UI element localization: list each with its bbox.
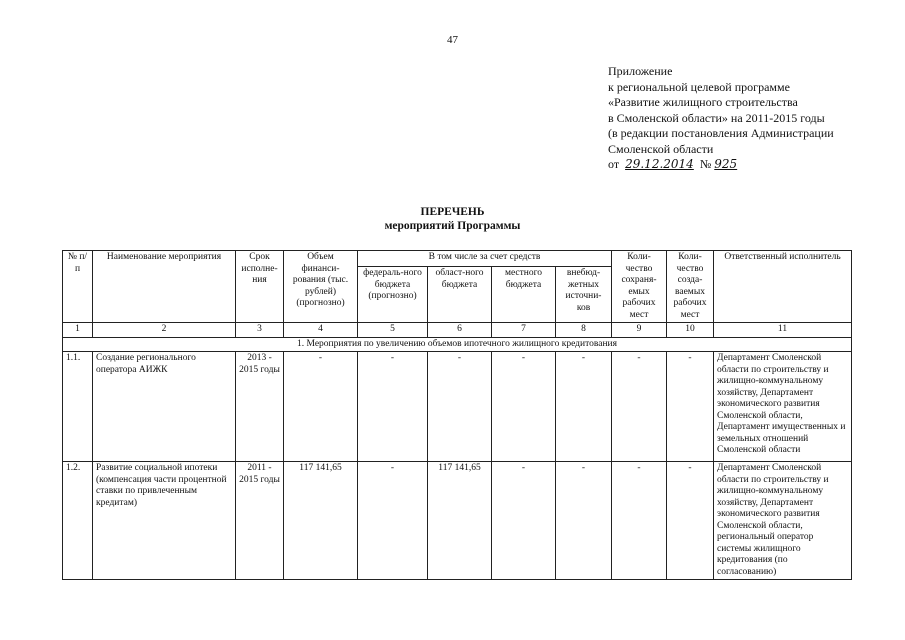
column-number: 5 [358,323,428,338]
table-row [63,462,852,580]
column-number: 8 [556,323,612,338]
column-number: 3 [236,323,284,338]
row-created-jobs: - [667,462,714,580]
column-number: 6 [428,323,492,338]
header-num: № п/п [63,251,93,323]
header-created-jobs: Коли-чество созда-ваемых рабочих мест [667,251,714,323]
header-extra: внебюд-жетных источни-ков [556,267,612,323]
header-name: Наименование мероприятия [93,251,236,323]
row-local: - [492,352,556,462]
table-row [63,352,852,462]
row-num: 1.1. [63,352,93,462]
row-local: - [492,462,556,580]
appendix-line: в Смоленской области» на 2011-2015 годы [608,110,825,125]
column-number: 9 [612,323,667,338]
appendix-date-line [608,157,834,173]
column-number: 10 [667,323,714,338]
column-number-row [63,323,852,338]
measures-table [62,250,852,580]
appendix-line: (в редакции постановления Администрации [608,126,834,140]
row-extra: - [556,462,612,580]
column-number: 7 [492,323,556,338]
row-volume: 117 141,65 [284,462,358,580]
row-name: Развитие социальной ипотеки (компенсация части процентной ставки по привлеченным кредитам) [93,462,236,580]
row-responsible: Департамент Смоленской области по строительству и жилищно-коммунальному хозяйству, Департамент экономического развития Смоленской области, Департамент имущественных и земельных отношений Смоленской области [714,352,852,462]
row-term: 2013 - 2015 годы [236,352,284,462]
row-created-jobs: - [667,352,714,462]
column-number: 11 [714,323,852,338]
header-federal: федераль-ного бюджета (прогнозно) [358,267,428,323]
row-saved-jobs: - [612,352,667,462]
row-saved-jobs: - [612,462,667,580]
row-regional: 117 141,65 [428,462,492,580]
page-number: 47 [447,34,458,46]
table-header-row [63,251,852,267]
row-name: Создание регионального оператора АИЖК [93,352,236,462]
column-number: 2 [93,323,236,338]
section-row [63,337,852,352]
row-federal: - [358,462,428,580]
header-term: Срок исполне-ния [236,251,284,323]
header-local: местного бюджета [492,267,556,323]
section-title: 1. Мероприятия по увеличению объемов ипотечного жилищного кредитования [63,337,852,352]
row-volume: - [284,352,358,462]
column-number: 4 [284,323,358,338]
appendix-line: к региональной целевой программе [608,79,790,94]
appendix-line: «Развитие жилищного строительства [608,95,798,109]
column-number: 1 [63,323,93,338]
header-volume: Объем финанси-рования (тыс. рублей) (прогнозно) [284,251,358,323]
number-prefix: № [699,157,712,171]
handwritten-date: 29.12.2014 [625,157,694,171]
header-responsible: Ответственный исполнитель [714,251,852,323]
row-extra: - [556,352,612,462]
header-including: В том числе за счет средств [358,251,612,267]
appendix-block [608,64,834,173]
row-federal: - [358,352,428,462]
document-title-block [0,205,905,233]
row-responsible: Департамент Смоленской области по строительству и жилищно-коммунальному хозяйству, Департамент экономического развития Смоленской области, региональный оператор системы жилищного кредитования (по согласованию) [714,462,852,580]
header-saved-jobs: Коли-чество сохраня-емых рабочих мест [612,251,667,323]
header-regional: област-ного бюджета [428,267,492,323]
document-subtitle: мероприятий Программы [384,220,521,232]
appendix-line: Приложение [608,64,673,78]
row-num: 1.2. [63,462,93,580]
document-title: ПЕРЕЧЕНЬ [420,206,485,218]
row-term: 2011 - 2015 годы [236,462,284,580]
date-prefix: от [608,157,620,171]
appendix-line: Смоленской области [608,141,714,156]
handwritten-number: 925 [714,157,738,171]
row-regional: - [428,352,492,462]
